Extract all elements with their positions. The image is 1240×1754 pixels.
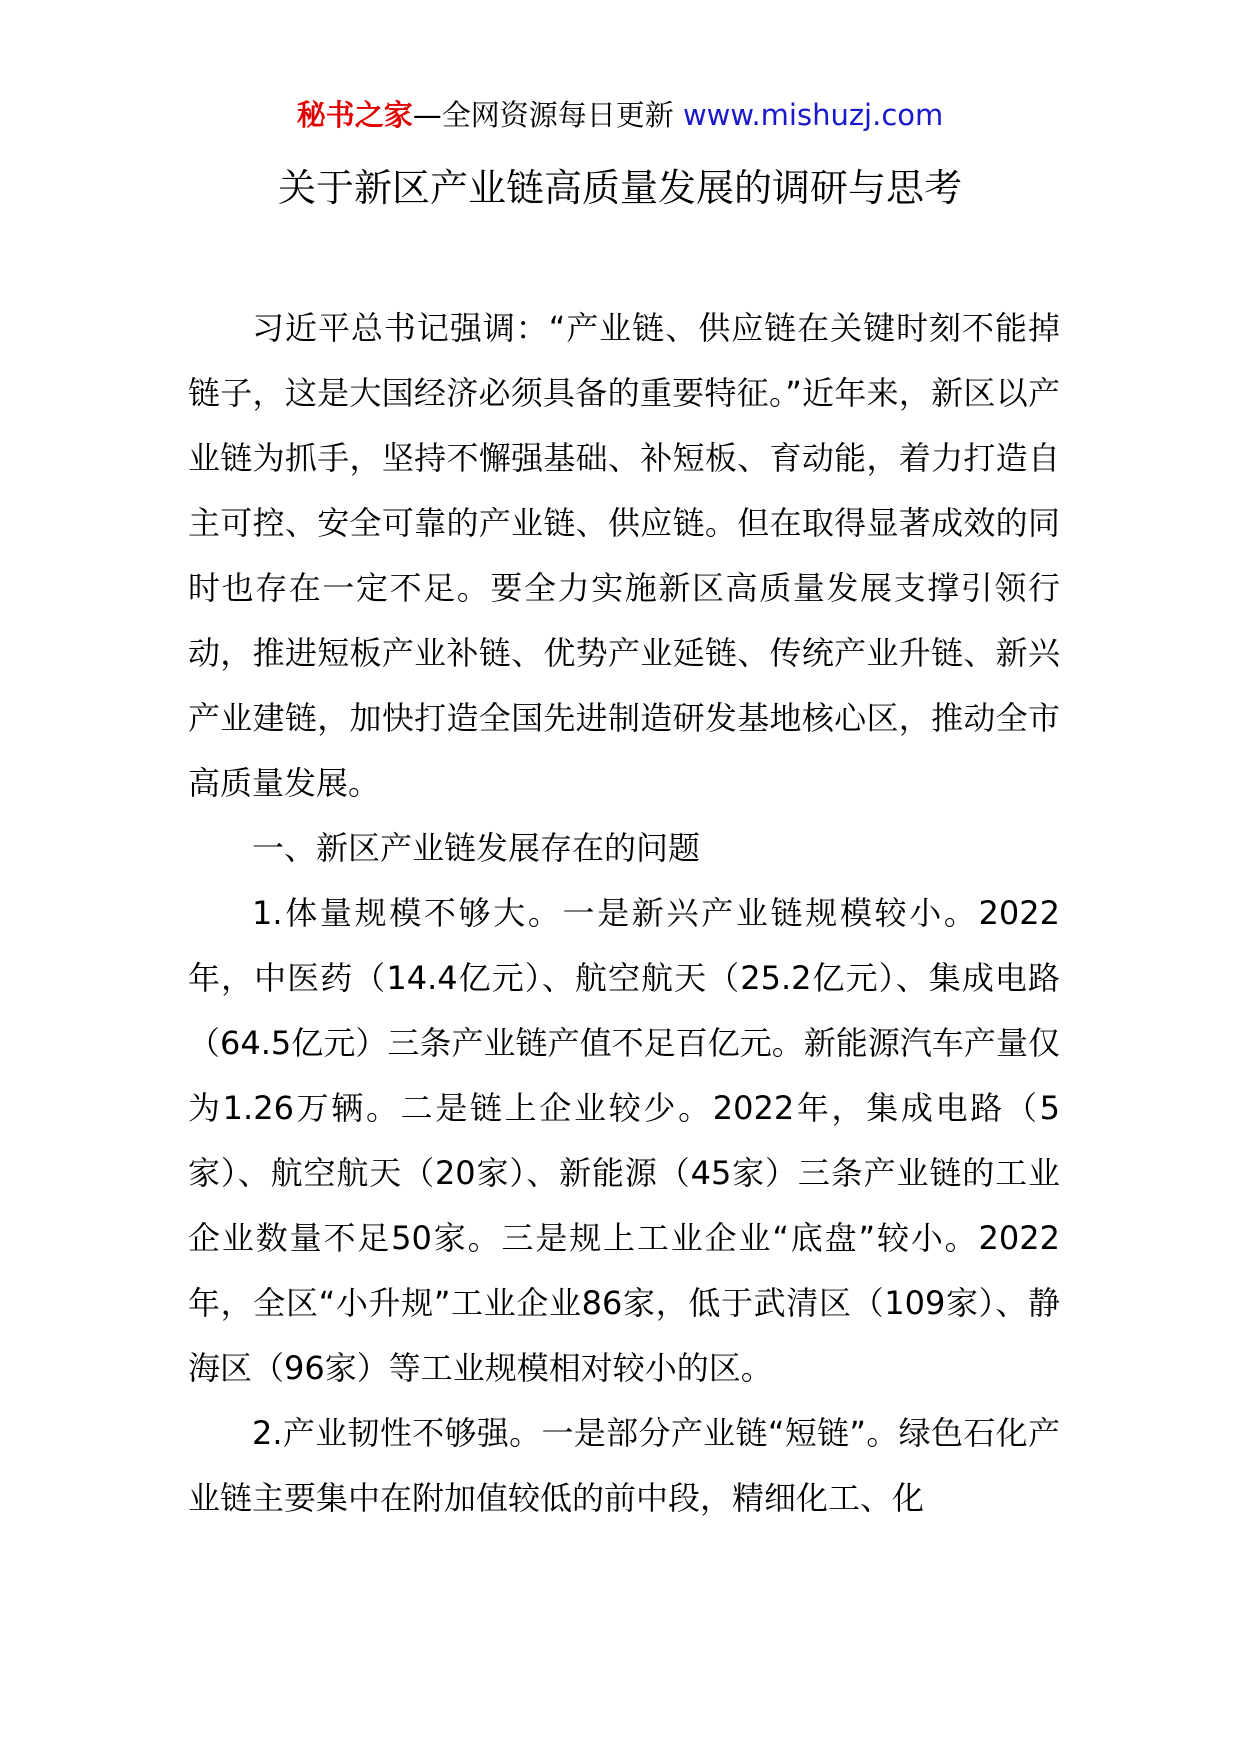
site-slogan: —全网资源每日更新 — [412, 98, 674, 132]
site-header — [0, 98, 1240, 133]
paragraph-intro: 习近平总书记强调：“产业链、供应链在关键时刻不能掉链子，这是大国经济必须具备的重要特征。”近年来，新区以产业链为抓手，坚持不懈强基础、补短板、育动能，着力打造自主可控、安全可靠的产业链、供应链。但在取得显著成效的同时也存在一定不足。要全力实施新区高质量发展支撑引领行动，推进短板产业补链、优势产业延链、传统产业升链、新兴产业建链，加快打造全国先进制造研发基地核心区，推动全市高质量发展。 — [188, 309, 1060, 802]
site-url-link[interactable]: www.mishuzj.com — [682, 98, 944, 132]
paragraph-resilience: 2.产业韧性不够强。一是部分产业链“短链”。绿色石化产业链主要集中在附加值较低的前中段，精细化工、化 — [188, 1414, 1060, 1517]
section-heading: 一、新区产业链发展存在的问题 — [252, 829, 701, 867]
site-brand: 秘书之家 — [296, 98, 413, 132]
document-body — [188, 296, 1060, 1531]
paragraph-scale: 1.体量规模不够大。一是新兴产业链规模较小。2022年，中医药（14.4亿元）、航空航天（25.2亿元）、集成电路（64.5亿元）三条产业链产值不足百亿元。新能源汽车产量仅为1.26万辆。二是链上企业较少。2022年，集成电路（5家）、航空航天（20家）、新能源（45家）三条产业链的工业企业数量不足50家。三是规上工业企业“底盘”较小。2022年，全区“小升规”工业企业86家，低于武清区（109家）、静海区（96家）等工业规模相对较小的区。 — [188, 894, 1060, 1387]
document-title: 关于新区产业链高质量发展的调研与思考 — [277, 166, 962, 210]
